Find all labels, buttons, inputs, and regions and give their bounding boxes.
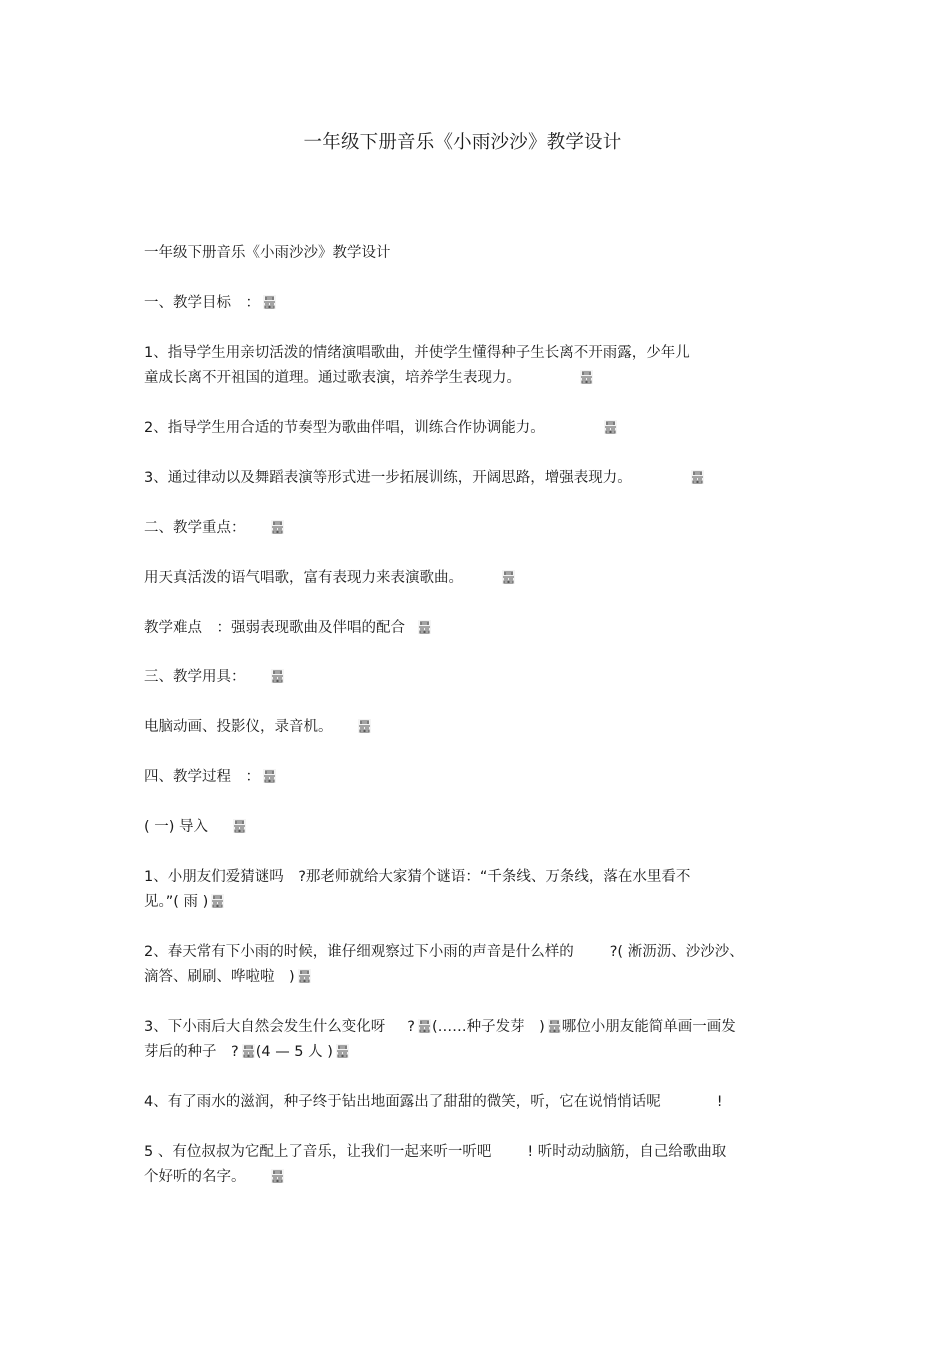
step-3-question: ? bbox=[407, 1019, 415, 1035]
mark-icon bbox=[579, 369, 594, 385]
goal-2-text: 2、指导学生用合适的节奏型为歌曲伴唱，训练合作协调能力。 bbox=[144, 420, 545, 436]
section-key-text: 二、教学重点： bbox=[144, 520, 246, 536]
mark-icon bbox=[270, 668, 285, 684]
intro-heading-text: ( 一) 导入 bbox=[144, 819, 209, 835]
step-4-exclaim: ! bbox=[716, 1094, 723, 1110]
step-3-line-2-text: 芽后的种子 ? bbox=[144, 1044, 239, 1060]
mark-icon bbox=[297, 968, 312, 984]
tools-text: 电脑动画、投影仪，录音机。 bbox=[144, 719, 333, 735]
goal-3 bbox=[144, 468, 705, 488]
subtitle: 一年级下册音乐《小雨沙沙》教学设计 bbox=[144, 245, 391, 261]
step-3-followup: 哪位小朋友能简单画一画发 bbox=[561, 1019, 736, 1035]
section-process-text: 四、教学过程 ： bbox=[144, 769, 260, 785]
section-goals-heading bbox=[144, 293, 277, 313]
section-tools-text: 三、教学用具： bbox=[144, 669, 246, 685]
mark-icon bbox=[417, 619, 432, 635]
step-3-line-2 bbox=[144, 1042, 350, 1062]
goal-2 bbox=[144, 418, 618, 438]
section-tools-heading bbox=[144, 667, 285, 687]
section-process-heading bbox=[144, 767, 277, 787]
mark-icon bbox=[270, 1168, 285, 1184]
difficulty-text: 教学难点 ：强弱表现歌曲及伴唱的配合 bbox=[144, 620, 405, 636]
mark-icon bbox=[547, 1018, 562, 1034]
step-4-text: 4、有了雨水的滋润，种子终于钻出地面露出了甜甜的微笑，听，它在说悄悄话呢 bbox=[144, 1094, 661, 1110]
step-2-line-2-text: 滴答、刷刷、哗啦啦 ) bbox=[144, 969, 295, 985]
section-goals-text: 一、教学目标 ： bbox=[144, 295, 260, 311]
step-2-line-1 bbox=[144, 942, 744, 962]
mark-icon bbox=[603, 419, 618, 435]
step-2-line-1-text: 2、春天常有下小雨的时候，谁仔细观察过下小雨的声音是什么样的 bbox=[144, 944, 574, 960]
step-5-line-1-text: 5 、有位叔叔为它配上了音乐，让我们一起来听一听吧 bbox=[144, 1144, 492, 1160]
mark-icon bbox=[232, 818, 247, 834]
mark-icon bbox=[335, 1043, 350, 1059]
mark-icon bbox=[241, 1043, 256, 1059]
mark-icon bbox=[501, 569, 516, 585]
step-1-line-1: 1、小朋友们爱猜谜吗 ?那老师就给大家猜个谜语：“千条线、万条线，落在水里看不 bbox=[144, 869, 691, 885]
step-4 bbox=[144, 1092, 723, 1112]
mark-icon bbox=[262, 294, 277, 310]
document-title: 一年级下册音乐《小雨沙沙》教学设计 bbox=[303, 132, 622, 153]
step-5-line-1 bbox=[144, 1142, 726, 1162]
step-2-line-1-answer: ?( 淅沥沥、沙沙沙、 bbox=[609, 944, 744, 960]
step-5-line-2-text: 个好听的名字。 bbox=[144, 1169, 246, 1185]
step-5-line-2 bbox=[144, 1167, 285, 1187]
goal-1-line-1: 1、指导学生用亲切活泼的情绪演唱歌曲，并使学生懂得种子生长离不开雨露，少年儿 bbox=[144, 345, 690, 361]
mark-icon bbox=[210, 893, 225, 909]
tools bbox=[144, 717, 372, 737]
mark-icon bbox=[417, 1018, 432, 1034]
step-1-line-2 bbox=[144, 892, 225, 912]
mark-icon bbox=[357, 718, 372, 734]
mark-icon bbox=[262, 768, 277, 784]
step-5-line-1-cont: ! 听时动动脑筋，自己给歌曲取 bbox=[527, 1144, 727, 1160]
mark-icon bbox=[690, 469, 705, 485]
mark-icon bbox=[270, 519, 285, 535]
key-point bbox=[144, 568, 516, 588]
goal-3-text: 3、通过律动以及舞蹈表演等形式进一步拓展训练，开阔思路，增强表现力。 bbox=[144, 470, 632, 486]
goal-1-line-2 bbox=[144, 368, 594, 388]
intro-heading bbox=[144, 817, 247, 837]
step-3-group: (4 — 5 人 ) bbox=[255, 1044, 333, 1060]
step-1-line-2-text: 见。”( 雨 ) bbox=[144, 894, 209, 910]
goal-1-line-2-text: 童成长离不开祖国的道理。通过歌表演，培养学生表现力。 bbox=[144, 370, 521, 386]
step-3-line-1-text: 3、下小雨后大自然会发生什么变化呀 bbox=[144, 1019, 386, 1035]
section-key-heading bbox=[144, 518, 285, 538]
step-2-line-2 bbox=[144, 967, 312, 987]
difficulty bbox=[144, 618, 432, 638]
step-3-line-1 bbox=[144, 1017, 736, 1037]
key-point-text: 用天真活泼的语气唱歌，富有表现力来表演歌曲。 bbox=[144, 570, 463, 586]
step-3-answer: (……种子发芽 ) bbox=[431, 1019, 545, 1035]
